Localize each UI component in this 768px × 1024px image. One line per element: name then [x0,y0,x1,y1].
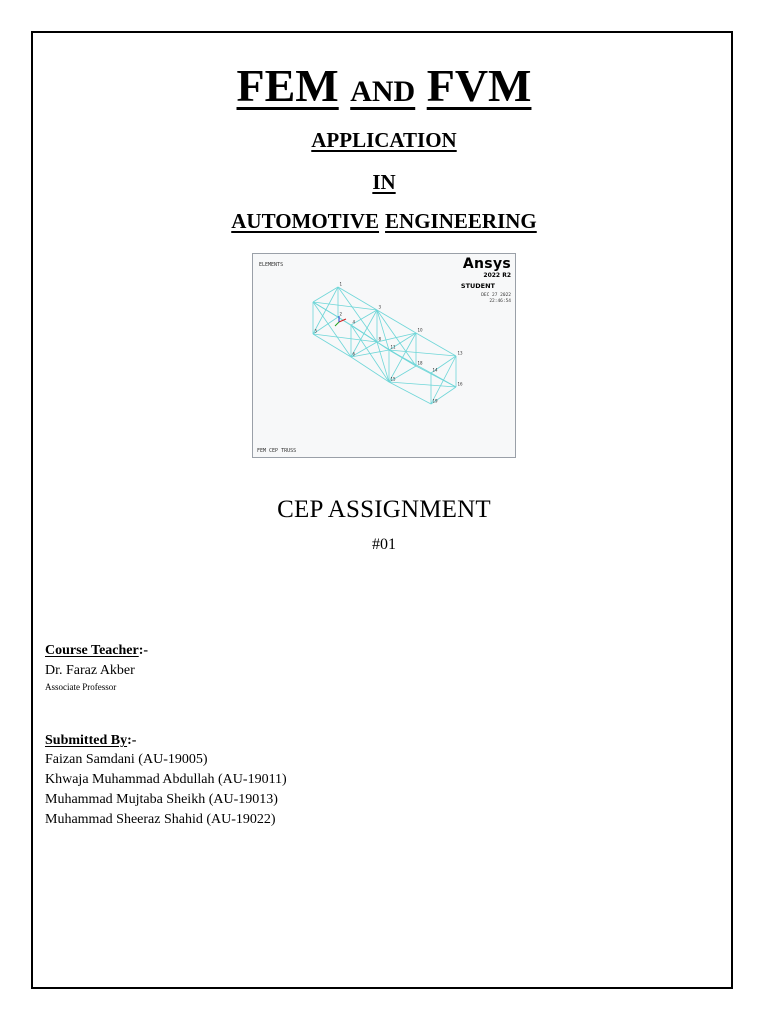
teacher-name: Dr. Faraz Akber [45,663,135,678]
ansys-version: 2022 R2 [483,272,511,279]
submitted-by-heading [45,733,136,749]
figure-datetime [481,293,511,305]
truss-member [313,334,351,357]
node-label: 11 [390,344,396,350]
truss-member [377,310,416,366]
figure-tag: ELEMENTS [259,262,284,268]
truss-member [313,334,377,342]
subtitle-word-engineering: ENGINEERING [385,209,537,233]
truss-member [313,302,338,317]
node-label: 1 [339,281,343,287]
truss-member [313,302,377,310]
node-label: 6 [352,351,356,357]
submitted-by-label: Submitted By [45,733,128,748]
node-label: 4 [352,319,356,325]
ansys-logo: Ansys [462,256,511,272]
node-label: 18 [417,360,423,366]
truss-member [351,357,389,382]
subtitle-word-automotive: AUTOMOTIVE [231,209,380,233]
title-word-and: AND [350,75,416,108]
subtitle-application: APPLICATION [311,128,457,152]
figure-date: DEC 27 2022 [481,293,511,298]
assignment-title: CEP ASSIGNMENT [277,496,491,523]
subtitle-in: IN [372,170,396,194]
teacher-designation: Associate Professor [45,682,117,692]
course-teacher-label: Course Teacher [45,643,139,658]
member-4: Muhammad Sheeraz Shahid (AU-19022) [45,812,276,827]
ansys-edition: STUDENT [460,282,495,290]
node-label: 15 [390,376,396,382]
node-label: 2 [339,311,343,317]
assignment-number: #01 [372,536,396,553]
subtitle-automotive-engineering [0,209,768,234]
course-teacher-heading [45,643,148,659]
node-label: 19 [432,398,438,404]
member-1: Faizan Samdani (AU-19005) [45,752,208,767]
truss-member [431,373,456,387]
figure-time: 22:46:54 [489,299,511,304]
truss-member [377,333,416,342]
truss-member [389,382,456,387]
member-2: Khwaja Muhammad Abdullah (AU-19011) [45,772,287,787]
member-3: Muhammad Mujtaba Sheikh (AU-19013) [45,792,278,807]
truss-member [313,302,351,357]
truss-member [416,333,456,356]
node-label: 10 [417,327,423,333]
node-label: 5 [314,328,318,334]
figure-footer: FEM CEP TRUSS [257,448,297,454]
node-label: 16 [457,381,463,387]
node-label: 3 [378,304,382,310]
submitted-by-suffix: :- [127,733,137,748]
truss-model-figure [252,253,516,458]
title-word-fem: FEM [236,60,339,111]
truss-member [338,287,377,310]
page-title [0,60,768,118]
node-label: 13 [457,350,463,356]
title-word-fvm: FVM [426,60,532,111]
truss-member [338,287,377,342]
node-label: 8 [378,336,382,342]
course-teacher-suffix: :- [138,643,149,658]
truss-member [389,382,431,404]
node-label: 14 [432,367,438,373]
